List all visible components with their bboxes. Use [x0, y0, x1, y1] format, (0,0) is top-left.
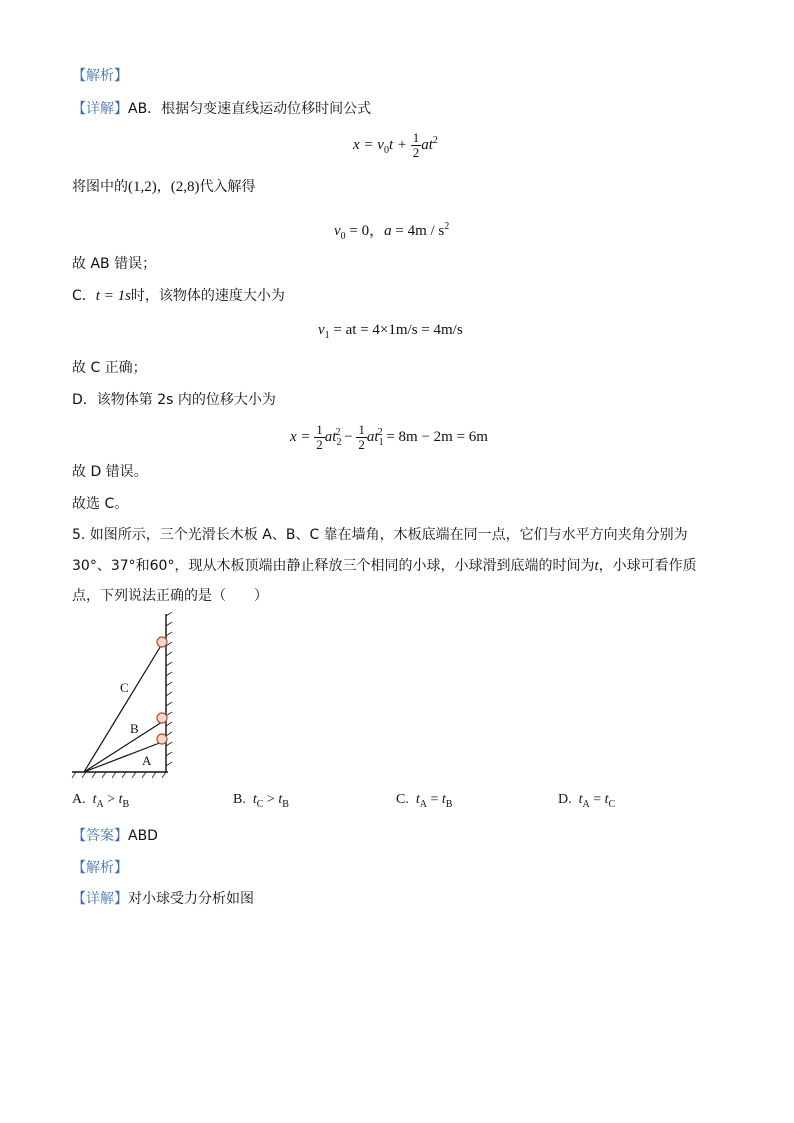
eq4-b1: 2: [335, 427, 341, 438]
ball-c: [157, 637, 167, 647]
option-s2: B: [122, 798, 130, 810]
eq1-sup: 2: [432, 135, 438, 146]
comma: ，: [156, 179, 171, 195]
section-jiexi-2: [72, 858, 128, 878]
question-5-line-2: [72, 556, 697, 576]
c-line: [72, 286, 285, 306]
eq4-x: x =: [290, 429, 311, 445]
eq3-rest: = at = 4×1m/s = 4m/s: [329, 322, 463, 338]
answer-pick-text: 故选 C。: [72, 496, 129, 512]
ball-b: [157, 713, 167, 723]
wall-hatch: [166, 612, 172, 766]
option-s2: B: [282, 798, 289, 810]
eq2-aval: = 4m / s: [391, 223, 445, 239]
eq1-den: 2: [412, 145, 420, 161]
q5-line1-text: 5. 如图所示，三个光滑长木板 A、B、C 靠在墙角，木板底端在同一点，它们与水平方向夹角分别为: [72, 527, 688, 543]
eq4-d2: 2: [358, 437, 365, 453]
answer-line: [72, 826, 158, 846]
option-a[interactable]: [72, 790, 129, 815]
eq4-s2: 1: [378, 437, 384, 448]
ball-a: [157, 734, 167, 744]
option-t2: t: [278, 792, 283, 807]
equation-velocity: [318, 320, 463, 346]
label-b: B: [130, 721, 139, 736]
eq1-t: t +: [388, 137, 407, 153]
conclusion-d: [72, 462, 148, 482]
option-s1: C: [256, 798, 264, 810]
section-jiexi-1: [72, 66, 128, 86]
conclusion-ab: [72, 254, 156, 274]
option-letter: C.: [396, 792, 409, 807]
option-op: >: [103, 792, 119, 807]
q5-line2-b: ，小球可看作质: [598, 558, 697, 574]
c-time: t = 1s: [95, 288, 131, 304]
question-5-line-3: [72, 586, 268, 606]
option-op: =: [426, 792, 442, 807]
option-d[interactable]: [558, 790, 615, 815]
eq1-fraction: [411, 131, 422, 160]
answer-pick: [72, 494, 128, 514]
option-t1: t: [415, 792, 420, 807]
option-letter: A.: [72, 792, 86, 807]
label-c: C: [120, 680, 129, 695]
option-s1: A: [419, 798, 427, 810]
c-text-b: 时，该物体的速度大小为: [130, 288, 285, 304]
option-op: =: [589, 792, 605, 807]
eq2-sub: 0: [340, 231, 346, 242]
incline-figure: [70, 612, 190, 778]
eq4-at2: at: [366, 429, 379, 445]
eq4-at1: at: [324, 429, 337, 445]
point-2: (2,8): [170, 179, 200, 195]
eq2-v: v: [334, 223, 341, 239]
detail-1: [72, 99, 371, 119]
q5-line3-text: 点，下列说法正确的是（ ）: [72, 588, 268, 604]
eq4-n1: 1: [316, 422, 323, 438]
d-line: [72, 390, 276, 410]
option-t2: t: [441, 792, 446, 807]
q5-line2-t: t: [594, 558, 599, 574]
substitute-text-b: 代入解得: [199, 179, 256, 195]
point-1: (1,2): [128, 179, 157, 195]
conclusion-c: [72, 358, 147, 378]
conclusion-d-text: 故 D 错误。: [72, 464, 148, 480]
question-5-line-1: [72, 525, 688, 545]
substitute-line: [72, 177, 256, 197]
equation-displacement-2s: [290, 423, 488, 453]
detail-tag: 【详解】: [72, 101, 128, 117]
equation-displacement: [353, 131, 438, 161]
option-letter: B.: [233, 792, 246, 807]
eq4-frac-2: [356, 423, 367, 452]
c-text-a: C．: [72, 288, 96, 304]
eq3-v: v: [318, 322, 325, 338]
eq1-at: at: [421, 137, 433, 153]
eq4-b2: 2: [377, 427, 383, 438]
d-text: D．该物体第 2s 内的位移大小为: [72, 392, 276, 408]
eq4-n2: 1: [358, 422, 365, 438]
equation-result: [334, 217, 449, 247]
option-t2: t: [118, 792, 123, 807]
eq2-sup: 2: [444, 221, 450, 232]
label-a: A: [142, 753, 152, 768]
eq4-frac-1: [314, 423, 325, 452]
conclusion-ab-text: 故 AB 错误；: [72, 256, 157, 272]
eq4-minus: −: [340, 429, 357, 445]
answer-value: ABD: [128, 828, 158, 844]
eq4-d1: 2: [316, 437, 323, 453]
section-tag: 【解析】: [72, 860, 128, 876]
conclusion-c-text: 故 C 正确；: [72, 360, 147, 376]
eq1-num: 1: [412, 130, 420, 146]
detail-tag: 【详解】: [72, 891, 128, 907]
q5-line2-a: 30°、37°和60°，现从木板顶端由静止释放三个相同的小球，小球滑到底端的时间为: [72, 558, 595, 574]
option-s1: A: [582, 798, 590, 810]
ground-hatch: [72, 772, 166, 778]
eq3-sub: 1: [324, 330, 330, 341]
eq1-sub: 0: [383, 145, 389, 156]
substitute-text-a: 将图中的: [72, 179, 128, 195]
option-op: >: [263, 792, 279, 807]
option-c[interactable]: [396, 790, 452, 815]
eq2-eq0: = 0，: [345, 223, 385, 239]
eq4-rest: = 8m − 2m = 6m: [382, 429, 488, 445]
detail-text: AB．根据匀变速直线运动位移时间公式: [128, 101, 372, 117]
option-t1: t: [578, 792, 583, 807]
eq2-a: a: [384, 223, 392, 239]
option-letter: D.: [558, 792, 572, 807]
answer-tag: 【答案】: [72, 828, 128, 844]
option-s2: B: [445, 798, 453, 810]
section-tag: 【解析】: [72, 68, 128, 84]
detail-2: [72, 889, 254, 909]
option-t2: t: [604, 792, 609, 807]
option-s1: A: [96, 798, 104, 810]
option-t1: t: [252, 792, 257, 807]
eq1-lhs: x = v: [353, 137, 384, 153]
option-t1: t: [92, 792, 97, 807]
detail-text: 对小球受力分析如图: [128, 891, 254, 907]
option-b[interactable]: [233, 790, 289, 815]
option-s2: C: [608, 798, 616, 810]
eq4-s1: 2: [336, 437, 342, 448]
